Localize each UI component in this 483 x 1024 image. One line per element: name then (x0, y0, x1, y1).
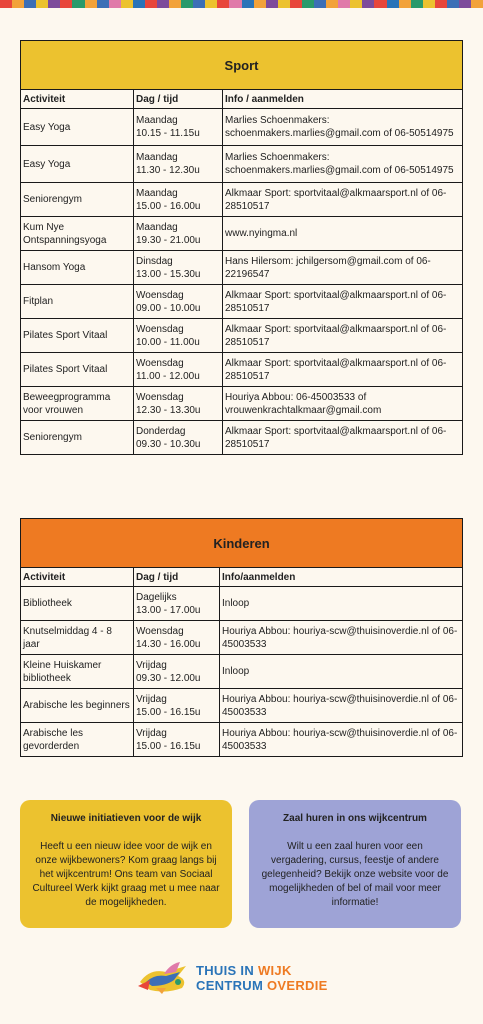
table-row (21, 319, 463, 353)
activity-cell: Fitplan (21, 285, 134, 319)
time-text: 10.15 - 11.15u (136, 128, 200, 139)
stripe-segment (48, 0, 60, 8)
day-text: Vrijdag (136, 693, 167, 705)
info-cell: Hans Hilersom: jchilgersom@gmail.com of 06-22196547 (223, 251, 463, 285)
day-time-cell (134, 319, 223, 353)
info-cell: www.nyingma.nl (223, 217, 463, 251)
colorful-bird-logo-icon (136, 960, 194, 996)
day-time-cell (134, 689, 220, 723)
day-text: Woensdag (136, 323, 184, 335)
stripe-segment (97, 0, 109, 8)
stripe-segment (60, 0, 72, 8)
day-text: Maandag (136, 187, 178, 199)
stripe-segment (338, 0, 350, 8)
sport-title: Sport (21, 41, 463, 90)
day-text: Woensdag (136, 625, 184, 637)
stripe-segment (133, 0, 145, 8)
stripe-segment (12, 0, 24, 8)
day-time-cell (134, 217, 223, 251)
time-text: 11.30 - 12.30u (136, 165, 200, 176)
stripe-segment (387, 0, 399, 8)
day-time-cell (134, 587, 220, 621)
day-text: Woensdag (136, 391, 184, 403)
stripe-segment (181, 0, 193, 8)
stripe-segment (302, 0, 314, 8)
stripe-segment (435, 0, 447, 8)
info-cell: Alkmaar Sport: sportvitaal@alkmaarsport.nl of 06-28510517 (223, 421, 463, 455)
stripe-segment (72, 0, 84, 8)
day-text: Vrijdag (136, 727, 167, 739)
stripe-segment (229, 0, 241, 8)
table-row (21, 723, 463, 757)
stripe-segment (399, 0, 411, 8)
stripe-segment (278, 0, 290, 8)
activity-cell: Seniorengym (21, 421, 134, 455)
time-text: 09.30 - 10.30u (136, 438, 201, 450)
column-header-day-time: Dag / tijd (134, 90, 223, 109)
card-body: Heeft u een nieuw idee voor de wijk en onze wijkbewoners? Kom graag langs bij het wijkcentrum! Ons team van Sociaal Cultureel Werk kijkt graag met u mee naar de mogelijkheden. (32, 841, 220, 908)
info-cell: Inloop (220, 587, 463, 621)
stripe-segment (471, 0, 483, 8)
stripe-segment (121, 0, 133, 8)
day-time-cell (134, 723, 220, 757)
stripe-segment (217, 0, 229, 8)
new-initiatives-card (20, 800, 232, 928)
time-text: 12.30 - 13.30u (136, 404, 201, 416)
info-cell: Alkmaar Sport: sportvitaal@alkmaarsport.nl of 06-28510517 (223, 319, 463, 353)
day-text: Maandag (136, 221, 178, 233)
decorative-color-stripe (0, 0, 483, 8)
stripe-segment (423, 0, 435, 8)
day-time-cell (134, 421, 223, 455)
time-text: 13.00 - 15.30u (136, 268, 201, 280)
day-text: Woensdag (136, 357, 184, 369)
stripe-segment (266, 0, 278, 8)
activity-cell: Beweegprogramma voor vrouwen (21, 387, 134, 421)
time-text: 14.30 - 16.00u (136, 638, 201, 650)
time-text: 11.00 - 12.00u (136, 370, 200, 382)
day-time-cell (134, 251, 223, 285)
stripe-segment (24, 0, 36, 8)
info-cell: Alkmaar Sport: sportvitaal@alkmaarsport.nl of 06-28510517 (223, 353, 463, 387)
info-cell: Houriya Abbou: houriya-scw@thuisinoverdie.nl of 06-45003533 (220, 723, 463, 757)
stripe-segment (109, 0, 121, 8)
logo-line-1: THUIS IN WIJK (196, 963, 292, 978)
info-cell: Houriya Abbou: 06-45003533 of vrouwenkrachtalkmaar@gmail.com (223, 387, 463, 421)
time-text: 15.00 - 16.15u (136, 706, 201, 718)
stripe-segment (205, 0, 217, 8)
activity-cell: Arabische les gevorderden (21, 723, 134, 757)
day-time-cell (134, 285, 223, 319)
info-cell: Alkmaar Sport: sportvitaal@alkmaarsport.nl of 06-28510517 (223, 183, 463, 217)
activity-cell: Arabische les beginners (21, 689, 134, 723)
stripe-segment (411, 0, 423, 8)
activity-cell: Kum Nye Ontspanningsyoga (21, 217, 134, 251)
table-row (21, 285, 463, 319)
stripe-segment (145, 0, 157, 8)
stripe-segment (157, 0, 169, 8)
table-row (21, 183, 463, 217)
day-text: Vrijdag (136, 659, 167, 671)
time-text: 10.00 - 11.00u (136, 336, 200, 348)
table-row (21, 387, 463, 421)
stripe-segment (0, 0, 12, 8)
table-row (21, 109, 463, 146)
stripe-segment (326, 0, 338, 8)
day-time-cell (134, 353, 223, 387)
day-text: Maandag (136, 152, 178, 163)
thuis-in-wijkcentrum-overdie-logo (136, 958, 356, 998)
table-row (21, 689, 463, 723)
table-row (21, 146, 463, 183)
table-row (21, 621, 463, 655)
time-text: 15.00 - 16.00u (136, 200, 201, 212)
activity-cell: Kleine Huiskamer bibliotheek (21, 655, 134, 689)
activity-cell: Easy Yoga (21, 109, 134, 146)
info-cell: Marlies Schoenmakers: schoenmakers.marlies@gmail.com of 06-50514975 (223, 109, 463, 146)
info-cell: Alkmaar Sport: sportvitaal@alkmaarsport.nl of 06-28510517 (223, 285, 463, 319)
time-text: 15.00 - 16.15u (136, 740, 201, 752)
stripe-segment (242, 0, 254, 8)
activity-cell: Bibliotheek (21, 587, 134, 621)
day-time-cell (134, 621, 220, 655)
stripe-segment (254, 0, 266, 8)
time-text: 09.30 - 12.00u (136, 672, 201, 684)
time-text: 19.30 - 21.00u (136, 234, 201, 246)
activity-cell: Easy Yoga (21, 146, 134, 183)
day-text: Dagelijks (136, 591, 177, 603)
day-time-cell (134, 146, 223, 183)
card-title: Zaal huren in ons wijkcentrum (283, 813, 427, 824)
stripe-segment (193, 0, 205, 8)
column-header-info: Info / aanmelden (223, 90, 463, 109)
info-cell: Houriya Abbou: houriya-scw@thuisinoverdie.nl of 06-45003533 (220, 621, 463, 655)
day-time-cell (134, 655, 220, 689)
card-body: Wilt u een zaal huren voor een vergadering, cursus, feestje of andere gelegenheid? Bekijk onze website voor de mogelijkheden of bel of mail voor meer informatie! (261, 841, 449, 908)
activity-cell: Pilates Sport Vitaal (21, 353, 134, 387)
table-row (21, 655, 463, 689)
stripe-segment (314, 0, 326, 8)
rent-hall-card (249, 800, 461, 928)
sport-table (20, 40, 463, 455)
stripe-segment (290, 0, 302, 8)
stripe-segment (447, 0, 459, 8)
day-text: Maandag (136, 115, 178, 126)
stripe-segment (459, 0, 471, 8)
table-row (21, 587, 463, 621)
logo-line-2: CENTRUM OVERDIE (196, 978, 328, 993)
stripe-segment (350, 0, 362, 8)
day-text: Woensdag (136, 289, 184, 301)
day-text: Dinsdag (136, 255, 173, 267)
time-text: 13.00 - 17.00u (136, 604, 201, 616)
info-cell: Houriya Abbou: houriya-scw@thuisinoverdie.nl of 06-45003533 (220, 689, 463, 723)
day-time-cell (134, 183, 223, 217)
activity-cell: Hansom Yoga (21, 251, 134, 285)
table-row (21, 217, 463, 251)
day-time-cell (134, 387, 223, 421)
table-row (21, 353, 463, 387)
time-text: 09.00 - 10.00u (136, 302, 201, 314)
column-header-activity: Activiteit (21, 90, 134, 109)
activity-cell: Seniorengym (21, 183, 134, 217)
stripe-segment (85, 0, 97, 8)
day-time-cell (134, 109, 223, 146)
stripe-segment (362, 0, 374, 8)
card-title: Nieuwe initiatieven voor de wijk (50, 813, 202, 824)
table-row (21, 251, 463, 285)
day-text: Donderdag (136, 425, 186, 437)
stripe-segment (36, 0, 48, 8)
info-cell: Inloop (220, 655, 463, 689)
activity-cell: Pilates Sport Vitaal (21, 319, 134, 353)
activity-cell: Knutselmiddag 4 - 8 jaar (21, 621, 134, 655)
info-cell: Marlies Schoenmakers: schoenmakers.marlies@gmail.com of 06-50514975 (223, 146, 463, 183)
table-row (21, 421, 463, 455)
column-header-info: Info/aanmelden (220, 568, 463, 587)
column-header-activity: Activiteit (21, 568, 134, 587)
kinderen-title: Kinderen (21, 519, 463, 568)
stripe-segment (374, 0, 386, 8)
stripe-segment (169, 0, 181, 8)
kinderen-table (20, 518, 463, 757)
column-header-day-time: Dag / tijd (134, 568, 220, 587)
